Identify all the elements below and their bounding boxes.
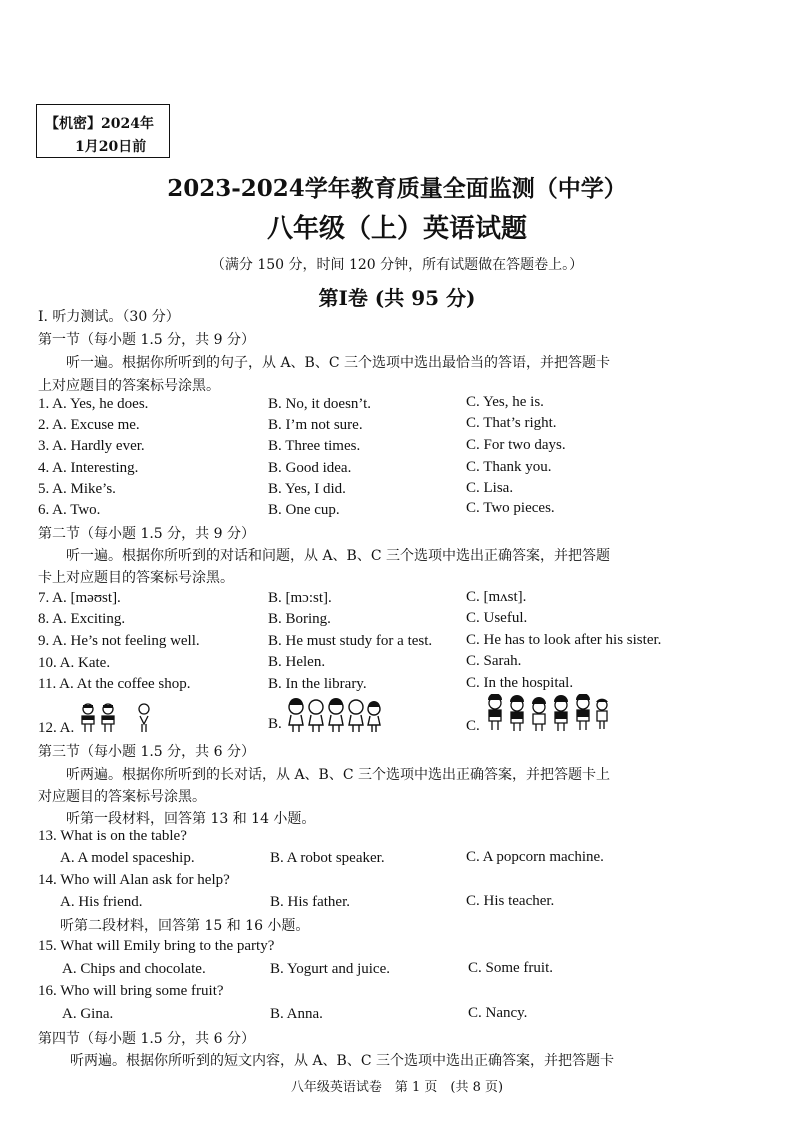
q13-stem: 13. What is on the table? — [38, 828, 187, 844]
q1-option-c: C. Yes, he is. — [466, 394, 544, 410]
q10-option-a: 10. A. Kate. — [38, 655, 111, 671]
section1-instruction-2: 上对应题目的答案标号涂黑。 — [38, 378, 220, 394]
q7-option-a: 7. A. [məʊst]. — [38, 590, 121, 606]
exam-title: 2023-2024学年教育质量全面监测（中学） — [167, 175, 627, 202]
q7-option-b: B. [mɔ:st]. — [268, 590, 332, 606]
section3-instruction-2: 对应题目的答案标号涂黑。 — [38, 789, 206, 805]
q16-option-c: C. Nancy. — [468, 1005, 528, 1021]
q2-option-b: B. I’m not sure. — [268, 417, 363, 433]
section2-instruction-1: 听一遍。根据你所听到的对话和问题，从 A、B、C 三个选项中选出正确答案，并把答题 — [66, 548, 611, 564]
q13-option-b: B. A robot speaker. — [270, 850, 385, 866]
volume-title: 第Ⅰ卷 (共 95 分) — [318, 286, 476, 310]
q14-option-b: B. His father. — [270, 894, 350, 910]
stamp-line-1: 【机密】2024年 — [45, 116, 154, 132]
q10-option-c: C. Sarah. — [466, 653, 522, 669]
q9-option-b: B. He must study for a test. — [268, 633, 433, 649]
confidential-stamp — [36, 104, 170, 158]
q2-option-c: C. That’s right. — [466, 415, 557, 431]
q16-option-b: B. Anna. — [270, 1006, 323, 1022]
q1-option-a: 1. A. Yes, he does. — [38, 396, 149, 412]
q13-option-a: A. A model spaceship. — [60, 850, 195, 866]
q11-option-b: B. In the library. — [268, 676, 367, 692]
q16-stem: 16. Who will bring some fruit? — [38, 983, 224, 999]
q10-option-b: B. Helen. — [268, 654, 326, 670]
section1-instruction-1: 听一遍。根据你所听到的句子，从 A、B、C 三个选项中选出最恰当的答语，并把答题卡 — [66, 355, 611, 371]
section3-heading: 第三节（每小题 1.5 分，共 6 分） — [38, 744, 255, 760]
exam-subtitle: 八年级（上）英语试题 — [266, 214, 527, 244]
section4-heading: 第四节（每小题 1.5 分，共 6 分） — [38, 1031, 255, 1047]
q9-option-c: C. He has to look after his sister. — [466, 632, 662, 648]
q14-option-a: A. His friend. — [60, 894, 143, 910]
q15-option-c: C. Some fruit. — [468, 960, 553, 976]
q8-option-a: 8. A. Exciting. — [38, 611, 126, 627]
section2-instruction-2: 卡上对应题目的答案标号涂黑。 — [38, 570, 234, 586]
q12-picture-c — [484, 694, 612, 734]
q14-option-c: C. His teacher. — [466, 893, 555, 909]
page-footer: 八年级英语试卷 第 1 页 (共 8 页) — [290, 1080, 504, 1095]
q3-option-c: C. For two days. — [466, 437, 566, 453]
section3-segment-1: 听第一段材料，回答第 13 和 14 小题。 — [66, 811, 316, 827]
q11-option-c: C. In the hospital. — [466, 675, 574, 691]
part1-heading: Ⅰ. 听力测试。（30 分） — [38, 309, 180, 325]
q4-option-b: B. Good idea. — [268, 460, 352, 476]
q7-option-c: C. [mʌst]. — [466, 589, 527, 605]
q5-option-a: 5. A. Mike’s. — [38, 481, 116, 497]
q3-option-a: 3. A. Hardly ever. — [38, 438, 145, 454]
section4-instruction-1: 听两遍。根据你所听到的短文内容，从 A、B、C 三个选项中选出正确答案，并把答题卡 — [70, 1053, 615, 1069]
q2-option-a: 2. A. Excuse me. — [38, 417, 140, 433]
q8-option-c: C. Useful. — [466, 610, 528, 626]
q15-option-b: B. Yogurt and juice. — [270, 961, 390, 977]
stamp-line-2: 1月20日前 — [75, 139, 147, 155]
q15-option-a: A. Chips and chocolate. — [62, 961, 206, 977]
q4-option-a: 4. A. Interesting. — [38, 460, 139, 476]
q5-option-c: C. Lisa. — [466, 480, 514, 496]
q3-option-b: B. Three times. — [268, 438, 361, 454]
q6-option-c: C. Two pieces. — [466, 500, 555, 516]
q9-option-a: 9. A. He’s not feeling well. — [38, 633, 200, 649]
section1-heading: 第一节（每小题 1.5 分，共 9 分） — [38, 332, 255, 348]
exam-note: （满分 150 分，时间 120 分钟，所有试题做在答题卷上。） — [210, 257, 584, 273]
q14-stem: 14. Who will Alan ask for help? — [38, 872, 230, 888]
q11-option-a: 11. A. At the coffee shop. — [38, 676, 191, 692]
q12-option-c-label: C. — [466, 718, 480, 734]
q8-option-b: B. Boring. — [268, 611, 331, 627]
q12-option-b-label: B. — [268, 716, 282, 732]
q13-option-c: C. A popcorn machine. — [466, 849, 604, 865]
section2-heading: 第二节（每小题 1.5 分，共 9 分） — [38, 526, 255, 542]
q6-option-a: 6. A. Two. — [38, 502, 101, 518]
section3-segment-2: 听第二段材料，回答第 15 和 16 小题。 — [60, 918, 310, 934]
q15-stem: 15. What will Emily bring to the party? — [38, 938, 275, 954]
q4-option-c: C. Thank you. — [466, 459, 552, 475]
q12-picture-b — [286, 696, 386, 734]
q12-option-a-label: 12. A. — [38, 720, 75, 736]
q16-option-a: A. Gina. — [62, 1006, 114, 1022]
section3-instruction-1: 听两遍。根据你所听到的长对话，从 A、B、C 三个选项中选出正确答案，并把答题卡上 — [66, 767, 611, 783]
q6-option-b: B. One cup. — [268, 502, 340, 518]
q5-option-b: B. Yes, I did. — [268, 481, 346, 497]
q12-picture-a — [78, 700, 158, 736]
q1-option-b: B. No, it doesn’t. — [268, 396, 372, 412]
